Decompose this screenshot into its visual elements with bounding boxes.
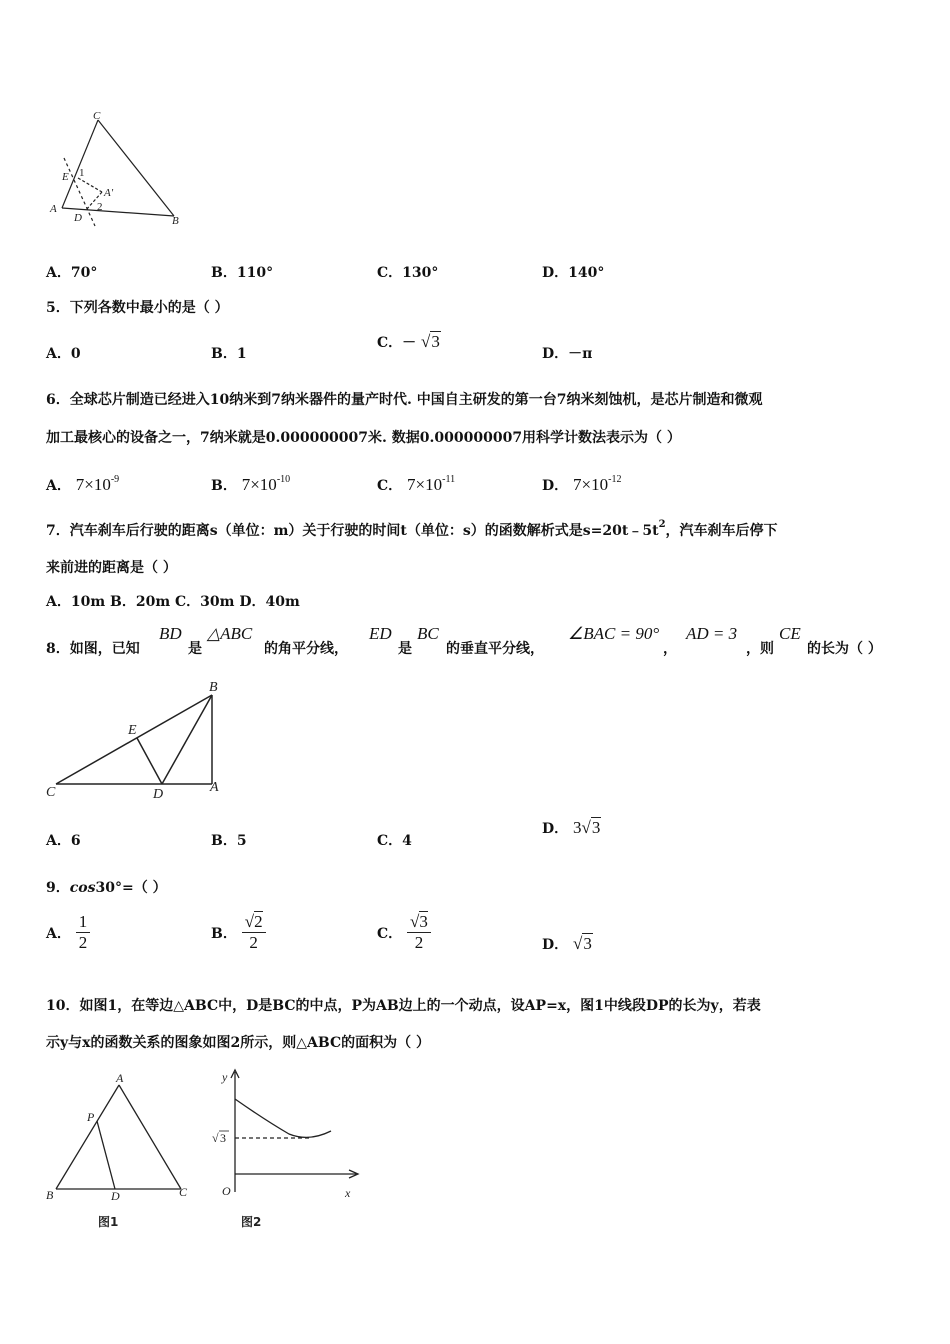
label-c: C — [93, 110, 101, 122]
q5-stem: 5．下列各数中最小的是（ ） — [46, 300, 229, 316]
segment-bd — [162, 695, 212, 784]
label-a: A — [210, 780, 219, 795]
q8-option-a[interactable]: A．6 — [46, 833, 81, 849]
side-ac — [62, 120, 98, 208]
q4-triangle-figure — [40, 108, 200, 233]
q5-option-c[interactable]: C．－ √3 — [377, 332, 440, 351]
label-c: C — [46, 785, 56, 800]
q9-option-c[interactable]: C． $\frac{√3}{2}$ — [377, 912, 431, 953]
segment-ed — [137, 738, 162, 784]
fraction-sqrt3-2: $\frac{√3}{2}$ — [407, 912, 431, 953]
dash-ea — [78, 178, 102, 192]
sqrt-3: √3 — [573, 934, 592, 953]
label-1: 1 — [79, 167, 85, 179]
fig1-caption: 图1 — [98, 1215, 119, 1229]
q6-option-d[interactable]: D． $7\times 10^{-12}$ — [542, 474, 622, 494]
function-curve — [235, 1099, 331, 1137]
q7-stem-line2: 来前进的距离是（ ） — [46, 560, 177, 576]
label-o: O — [222, 1184, 231, 1198]
label-x: x — [345, 1186, 351, 1200]
q4-option-d[interactable]: D．140° — [542, 265, 605, 281]
fraction-sqrt2-2: $\frac{√2}{2}$ — [242, 912, 266, 953]
q8-option-c[interactable]: C．4 — [377, 833, 412, 849]
label-sqrt3: 3 — [220, 1131, 226, 1145]
fig2-caption: 图2 — [241, 1215, 262, 1229]
label-a-prime: A' — [104, 187, 114, 199]
q8-option-d[interactable]: D． 3√3 — [542, 818, 601, 837]
q6-option-c[interactable]: C． $7\times 10^{-11}$ — [377, 474, 456, 494]
q6-option-a[interactable]: A． $7\times 10^{-9}$ — [46, 474, 120, 494]
q8-triangle-figure — [40, 678, 240, 808]
side-ab — [56, 1085, 119, 1189]
label-e: E — [128, 723, 137, 738]
sqrt-3: √3 — [421, 332, 440, 351]
label-sqrt-symbol: √ — [212, 1131, 219, 1145]
q6-stem-line2: 加工最核心的设备之一，7纳米就是0.000000007米. 数据0.000000007用科学计数法表示为（ ） — [46, 430, 681, 446]
label-d: D — [111, 1189, 120, 1203]
label-p: P — [87, 1110, 95, 1124]
label-a: A — [50, 203, 57, 215]
q9-option-d[interactable]: D． √3 — [542, 934, 592, 953]
q5-option-b[interactable]: B．1 — [211, 346, 247, 362]
sqrt-3: √3 — [581, 818, 601, 837]
segment-pd — [97, 1121, 115, 1189]
q4-option-a[interactable]: A．70° — [46, 265, 98, 281]
q9-option-a[interactable]: A． $\frac{1}{2}$ — [46, 912, 90, 953]
label-c: C — [179, 1185, 188, 1199]
q10-figure-1 — [40, 1068, 200, 1238]
q5-option-d[interactable]: D．－π — [542, 346, 593, 362]
q8-option-b[interactable]: B．5 — [211, 833, 247, 849]
q10-figure-2 — [205, 1062, 370, 1238]
label-a: A — [116, 1071, 124, 1085]
q5-option-a[interactable]: A．0 — [46, 346, 81, 362]
q7-options[interactable]: A．10m B．20m C．30m D．40m — [46, 594, 300, 610]
label-b: B — [209, 680, 218, 695]
q10-stem-line1: 10．如图1，在等边△ABC中，D是BC的中点，P为AB边上的一个动点，设AP=x，图1中线段DP的长为y，若表 — [46, 998, 761, 1014]
side-ac — [119, 1085, 181, 1189]
label-d: D — [153, 787, 164, 802]
label-b: B — [172, 215, 179, 227]
side-cb — [98, 120, 174, 216]
label-e: E — [62, 171, 69, 183]
fraction-1-2: $\frac{1}{2}$ — [76, 912, 91, 953]
q9-stem: 9．cos30°=（ ） — [46, 880, 167, 896]
label-y: y — [222, 1070, 228, 1084]
q7-stem-line1: 7．汽车刹车后行驶的距离s（单位：m）关于行驶的时间t（单位：s）的函数解析式是$s=20t﹣5t^2$，汽车刹车后停下 — [46, 519, 778, 539]
q6-option-b[interactable]: B． $7\times 10^{-10}$ — [211, 474, 291, 494]
label-d: D — [74, 212, 82, 224]
q4-option-b[interactable]: B．110° — [211, 265, 274, 281]
label-b: B — [46, 1188, 54, 1202]
q6-stem-line1: 6．全球芯片制造已经进入10纳米到7纳米器件的量产时代. 中国自主研发的第一台7纳米刻蚀机，是芯片制造和微观 — [46, 392, 763, 408]
q9-option-b[interactable]: B． $\frac{√2}{2}$ — [211, 912, 266, 953]
q4-option-c[interactable]: C．130° — [377, 265, 439, 281]
label-2: 2 — [97, 201, 103, 213]
q10-stem-line2: 示y与x的函数关系的图象如图2所示，则△ABC的面积为（ ） — [46, 1035, 430, 1051]
side-bc — [56, 695, 212, 784]
